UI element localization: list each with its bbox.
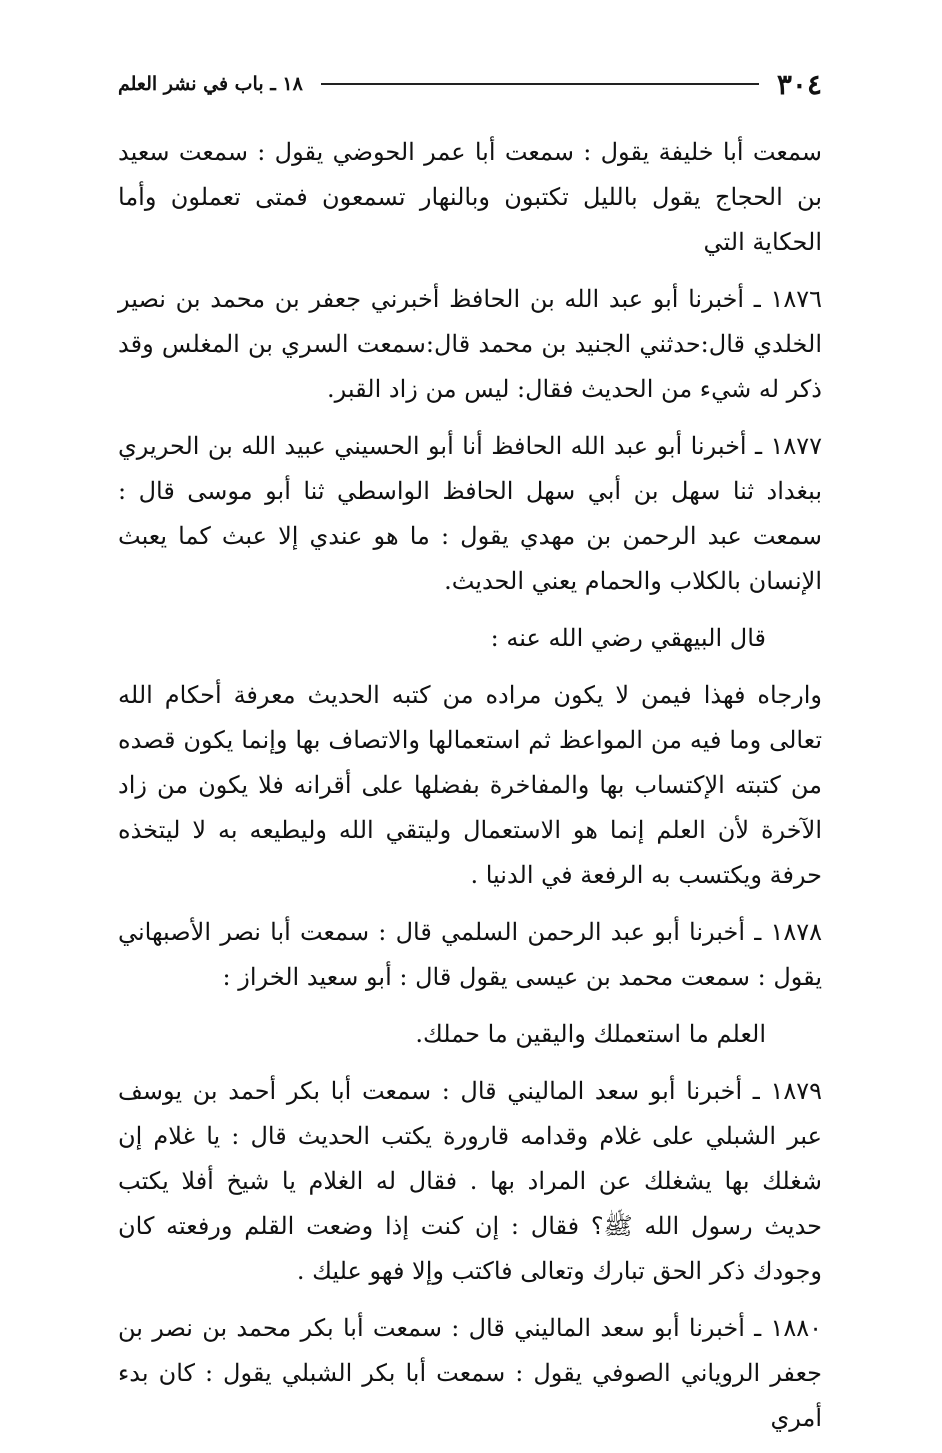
chapter-title: ١٨ ـ باب في نشر العلم [118,73,303,95]
paragraph-saying: العلم ما استعملك واليقين ما حملك. [415,1020,766,1048]
paragraph-hadith-1880: ١٨٨٠ ـ أخبرنا أبو سعد الماليني قال : سمعت أبا بكر محمد بن نصر بن جعفر الروياني الصوفي يقول : سمعت أبا بكر الشبلي يقول : كان بدء أمري [118,1314,822,1432]
paragraph-bayhaqi-commentary: وارجاه فهذا فيمن لا يكون مراده من كتبه الحديث معرفة أحكام الله تعالى وما فيه من المواعظ ثم استعمالها والاتصاف بها وإنما يكون قصده من كتبته الإكتساب بها والمفاخرة بفضلها على أقرانه فلا يكون من زاد الآخرة لأن العلم إنما هو الاستعمال وليتقي الله وليطيعه به لا ليتخذه حرفة ويكتسب به الرفعة في الدنيا . [118,681,823,889]
paragraph-bayhaqi-heading: قال البيهقي رضي الله عنه : [490,624,766,652]
page-body [118,130,822,1453]
paragraph-hadith-1879: ١٨٧٩ ـ أخبرنا أبو سعد الماليني قال : سمعت أبا بكر أحمد بن يوسف عبر الشبلي على غلام وقدامه قارورة يكتب الحديث قال : يا غلام إن شغلك بها يشغلك عن المراد بها . فقال له الغلام يا شيخ أفلا يكتب حديث رسول الله ﷺ؟ فقال : إن كنت إذا وضعت القلم ورفعته كان وجودك ذكر الحق تبارك وتعالى فاكتب وإلا فهو عليك . [118,1077,822,1285]
paragraph-hadith-1876: ١٨٧٦ ـ أخبرنا أبو عبد الله بن الحافظ أخبرني جعفر بن محمد بن نصير الخلدي قال:حدثني الجنيد بن محمد قال:سمعت السري بن المغلس وقد ذكر له شيء من الحديث فقال: ليس من زاد القبر. [118,285,822,403]
paragraph-hadith-1877: ١٨٧٧ ـ أخبرنا أبو عبد الله الحافظ أنا أبو الحسيني عبيد الله بن الحريري ببغداد ثنا سهل بن أبي سهل الحافظ الواسطي ثنا أبو موسى قال : سمعت عبد الرحمن بن مهدي يقول : ما هو عندي إلا عبث كما يعبث الإنسان بالكلاب والحمام يعني الحديث. [118,432,822,595]
page-header [118,64,822,104]
page-number: ٣٠٤ [776,67,822,101]
paragraph-continuation: سمعت أبا خليفة يقول : سمعت أبا عمر الحوضي يقول : سمعت سعيد بن الحجاج يقول بالليل تكتبون وبالنهار تسمعون فمتى تعملون وأما الحكاية التي [118,138,822,256]
paragraph-hadith-1878: ١٨٧٨ ـ أخبرنا أبو عبد الرحمن السلمي قال : سمعت أبا نصر الأصبهاني يقول : سمعت محمد بن عيسى يقول قال : أبو سعيد الخراز : [118,918,822,991]
header-rule [321,83,759,85]
